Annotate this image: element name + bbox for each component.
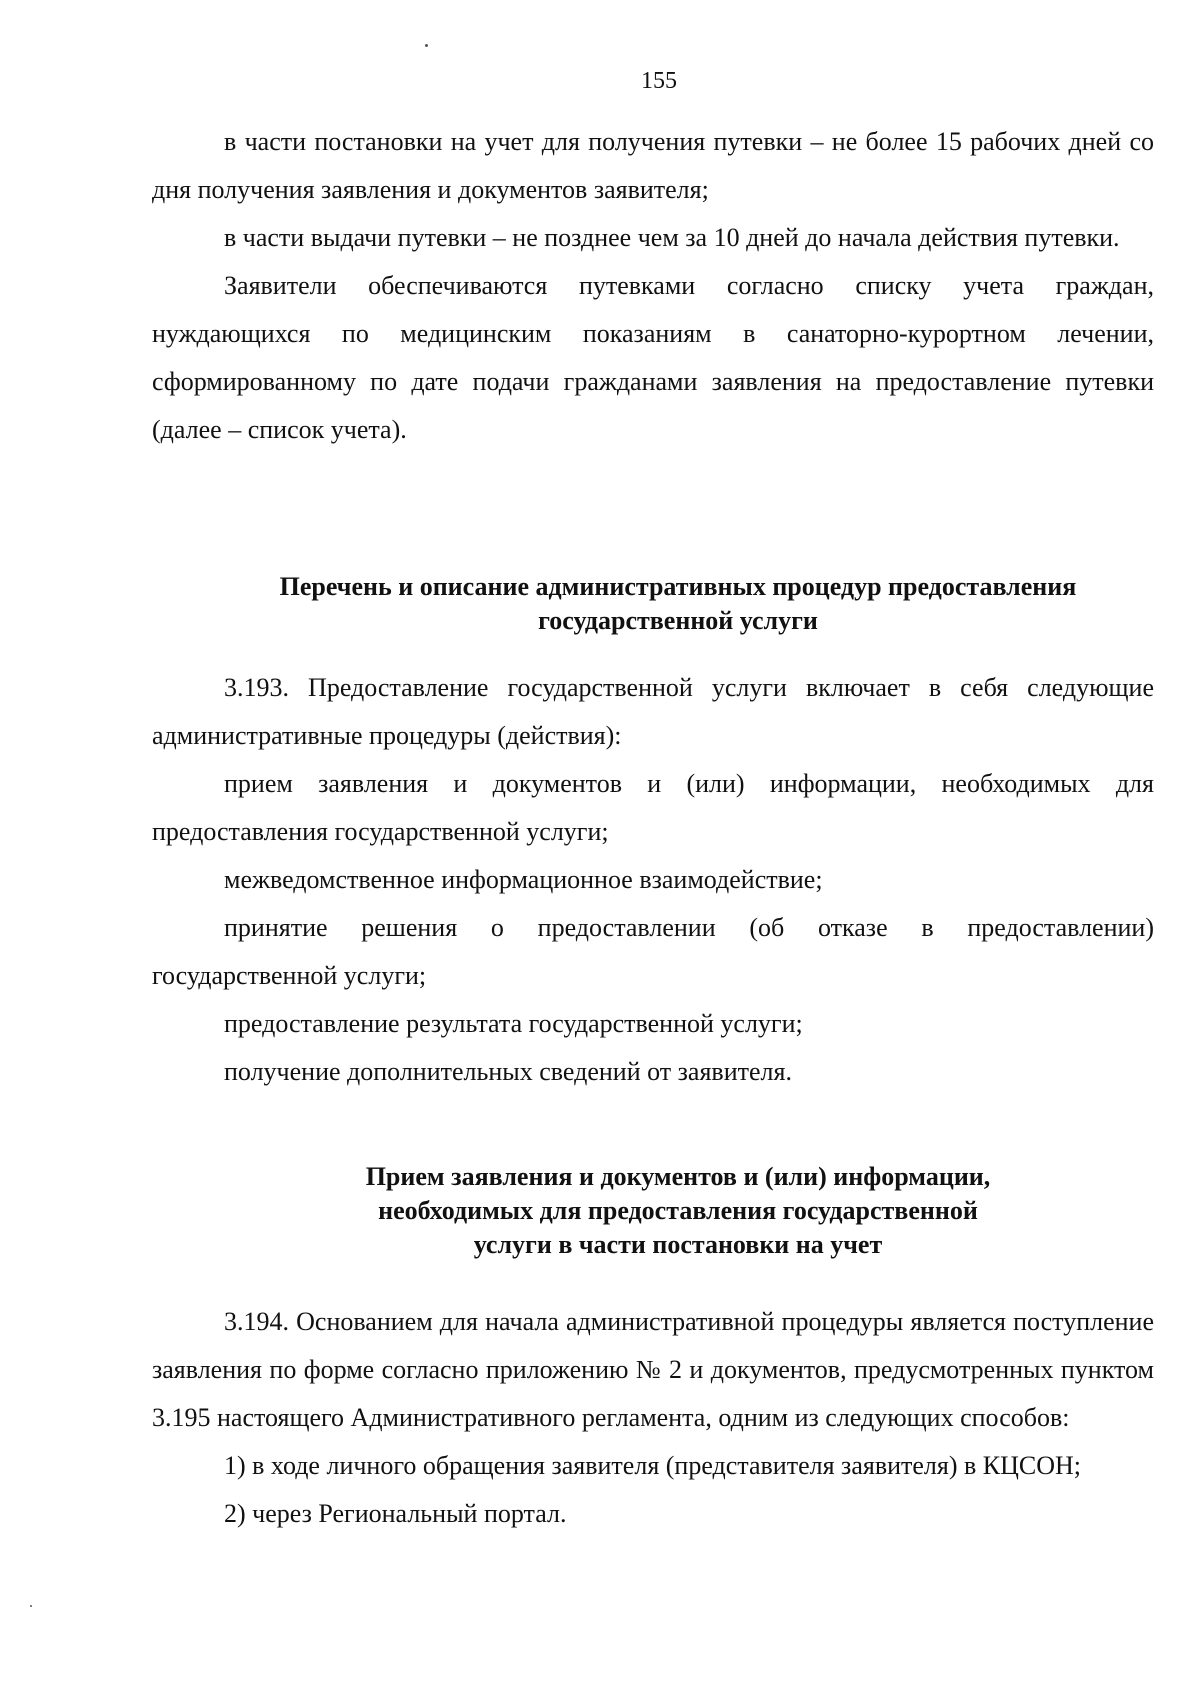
list-item: получение дополнительных сведений от заявителя. [224, 1057, 792, 1086]
paragraph: в части выдачи путевки – не позднее чем за 10 дней до начала действия путевки. [224, 223, 1120, 252]
heading-line: государственной услуги [538, 606, 818, 635]
heading-line: Перечень и описание административных процедур предоставления [279, 572, 1077, 601]
section-heading-1 [228, 570, 1128, 638]
paragraph-block-3 [152, 1298, 1154, 1538]
section-heading-2 [228, 1160, 1128, 1262]
list-item: предоставление результата государственной услуги; [224, 1009, 803, 1038]
scan-artifact [30, 1605, 32, 1607]
heading-line: Прием заявления и документов и (или) информации, [365, 1162, 991, 1191]
scan-artifact [425, 44, 428, 47]
paragraph: 3.194. Основанием для начала административной процедуры является поступление заявления по форме согласно приложению № 2 и документов, предусмотренных пунктом 3.195 настоящего Административного регламента, одним из следующих способов: [152, 1307, 1154, 1432]
paragraph: Заявители обеспечиваются путевками согласно списку учета граждан, нуждающихся по медицинским показаниям в санаторно-курортном лечении, сформированному по дате подачи гражданами заявления на предоставление путевки (далее – список учета). [152, 271, 1154, 444]
list-item: 1) в ходе личного обращения заявителя (представителя заявителя) в КЦСОН; [224, 1451, 1082, 1480]
paragraph-block-2 [152, 664, 1154, 1096]
list-item: 2) через Региональный портал. [224, 1499, 567, 1528]
page-number: 155 [641, 68, 677, 94]
heading-line: услуги в части постановки на учет [473, 1230, 883, 1259]
paragraph: в части постановки на учет для получения путевки – не более 15 рабочих дней со дня получения заявления и документов заявителя; [152, 127, 1154, 204]
list-item: принятие решения о предоставлении (об отказе в предоставлении) государственной услуги; [152, 913, 1154, 990]
list-item: межведомственное информационное взаимодействие; [224, 865, 823, 894]
paragraph-block-1 [152, 118, 1154, 454]
heading-line: необходимых для предоставления государственной [378, 1196, 978, 1225]
paragraph: 3.193. Предоставление государственной услуги включает в себя следующие административные процедуры (действия): [152, 673, 1154, 750]
list-item: прием заявления и документов и (или) информации, необходимых для предоставления государственной услуги; [152, 769, 1154, 846]
